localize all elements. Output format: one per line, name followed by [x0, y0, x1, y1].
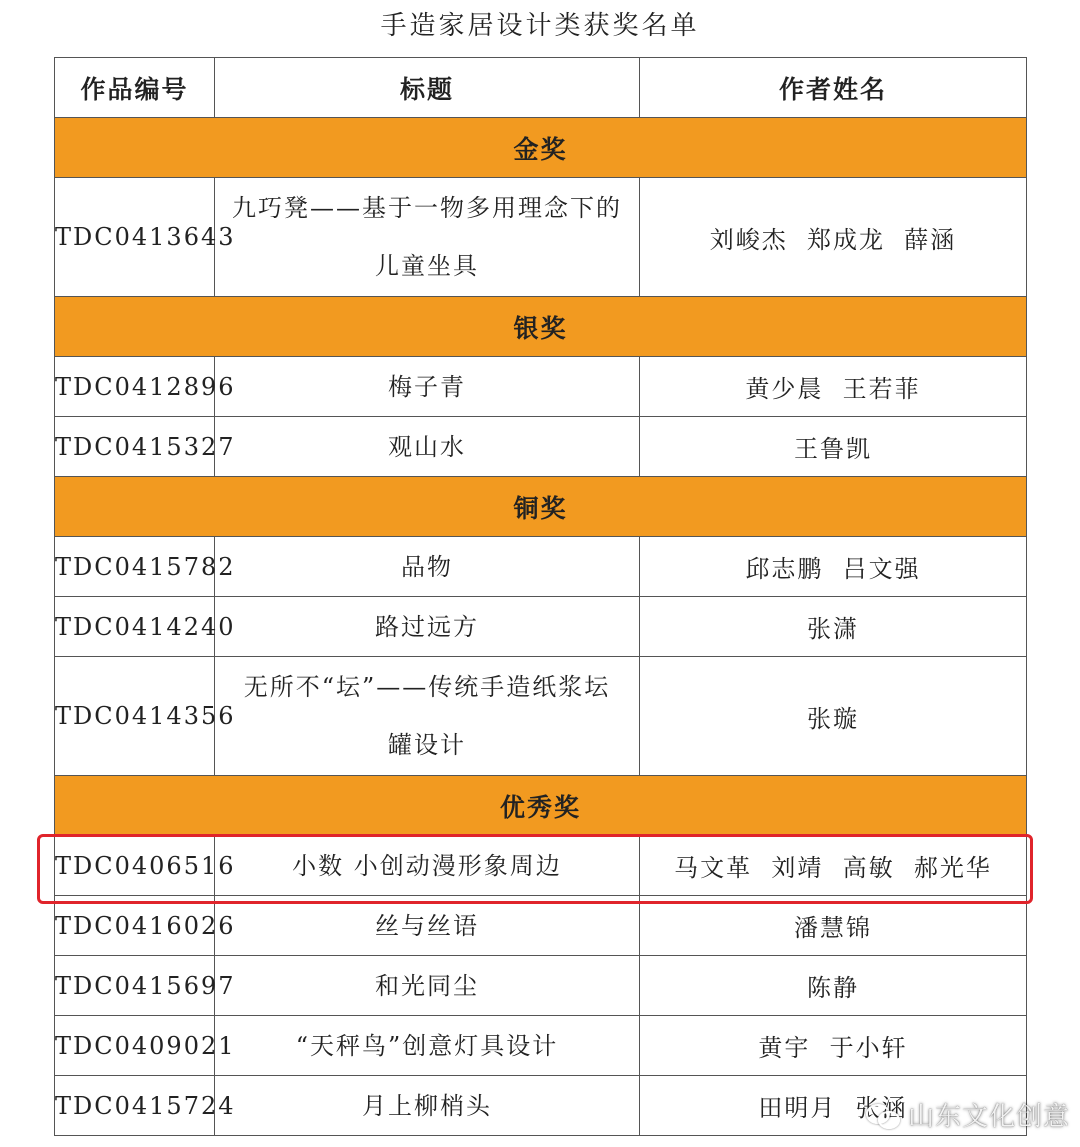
watermark-text: 山东文化创意: [907, 1102, 1070, 1132]
entry-title: [215, 956, 640, 1016]
table-row: [55, 178, 1027, 297]
entry-title-line: 和光同尘: [375, 971, 479, 1000]
entry-code: TDC0406516: [55, 836, 215, 896]
table-row: [55, 417, 1027, 477]
award-section-label: 金奖: [55, 118, 1027, 178]
entry-authors: 潘慧锦: [640, 896, 1027, 956]
document-title: 手造家居设计类获奖名单: [380, 11, 700, 41]
table-body: [55, 118, 1027, 1136]
table-header-row: [55, 58, 1027, 118]
column-header-title: 标题: [215, 58, 640, 118]
table-row: [55, 836, 1027, 896]
awards-table: [54, 57, 1027, 1136]
entry-title: [215, 357, 640, 417]
entry-title-text: [215, 358, 639, 416]
entry-title: [215, 537, 640, 597]
award-section-label: 优秀奖: [55, 776, 1027, 836]
table-row: [55, 896, 1027, 956]
watermark: [866, 1096, 1070, 1133]
entry-title: [215, 896, 640, 956]
entry-title-line: 梅子青: [388, 372, 466, 401]
table-row: [55, 1016, 1027, 1076]
award-section-row: [55, 477, 1027, 537]
entry-title-text: [215, 538, 639, 596]
entry-title: [215, 1076, 640, 1136]
entry-title: [215, 597, 640, 657]
entry-title-text: [215, 957, 639, 1015]
entry-title-line: 小数 小创动漫形象周边: [292, 851, 562, 880]
table-row: [55, 537, 1027, 597]
entry-authors: 王鲁凯: [640, 417, 1027, 477]
column-header-authors: 作者姓名: [640, 58, 1027, 118]
entry-title: [215, 1016, 640, 1076]
table-row: [55, 597, 1027, 657]
column-header-code: 作品编号: [55, 58, 215, 118]
entry-authors: 张璇: [640, 657, 1027, 776]
entry-authors: 马文革 刘靖 高敏 郝光华: [640, 836, 1027, 896]
entry-title: [215, 657, 640, 776]
entry-title-line: “天秤鸟”创意灯具设计: [295, 1031, 559, 1060]
entry-title-text: [215, 658, 639, 774]
award-section-row: [55, 776, 1027, 836]
entry-title-line: 品物: [401, 552, 453, 581]
entry-title-line: 九巧凳——基于一物多用理念下的: [232, 194, 622, 222]
entry-code: TDC0414356: [55, 657, 215, 776]
entry-title-text: [215, 1017, 639, 1075]
entry-authors: 张潇: [640, 597, 1027, 657]
entry-authors: 黄少晨 王若菲: [640, 357, 1027, 417]
entry-title: [215, 178, 640, 297]
entry-title-line: 无所不“坛”——传统手造纸浆坛: [243, 673, 611, 701]
entry-code: TDC0415327: [55, 417, 215, 477]
entry-code: TDC0412896: [55, 357, 215, 417]
entry-title-text: [215, 897, 639, 955]
entry-code: TDC0413643: [55, 178, 215, 297]
entry-authors: 田明月 张涵: [640, 1076, 1027, 1136]
entry-code: TDC0414240: [55, 597, 215, 657]
wechat-icon: [866, 1102, 900, 1128]
table-row: [55, 357, 1027, 417]
entry-title-text: [215, 179, 639, 295]
entry-authors: 黄宇 于小轩: [640, 1016, 1027, 1076]
entry-code: TDC0415782: [55, 537, 215, 597]
entry-title-text: [215, 598, 639, 656]
entry-title-text: [215, 837, 639, 895]
entry-title-line: 路过远方: [375, 612, 479, 641]
entry-title-text: [215, 1077, 639, 1135]
entry-code: TDC0415697: [55, 956, 215, 1016]
award-section-label: 银奖: [55, 297, 1027, 357]
entry-title-line: 月上柳梢头: [362, 1091, 492, 1120]
award-section-row: [55, 118, 1027, 178]
award-section-row: [55, 297, 1027, 357]
entry-title: [215, 417, 640, 477]
entry-title-line: 丝与丝语: [375, 911, 479, 940]
table-row: [55, 657, 1027, 776]
award-section-label: 铜奖: [55, 477, 1027, 537]
entry-code: TDC0409021: [55, 1016, 215, 1076]
table-row: [55, 956, 1027, 1016]
entry-title-line: 观山水: [388, 432, 466, 461]
entry-title: [215, 836, 640, 896]
entry-authors: 刘峻杰 郑成龙 薛涵: [640, 178, 1027, 297]
entry-authors: 陈静: [640, 956, 1027, 1016]
entry-code: TDC0416026: [55, 896, 215, 956]
entry-title-line: 罐设计: [388, 731, 466, 759]
entry-code: TDC0415724: [55, 1076, 215, 1136]
entry-title-line: 儿童坐具: [375, 252, 479, 280]
entry-authors: 邱志鹏 吕文强: [640, 537, 1027, 597]
entry-title-text: [215, 418, 639, 476]
